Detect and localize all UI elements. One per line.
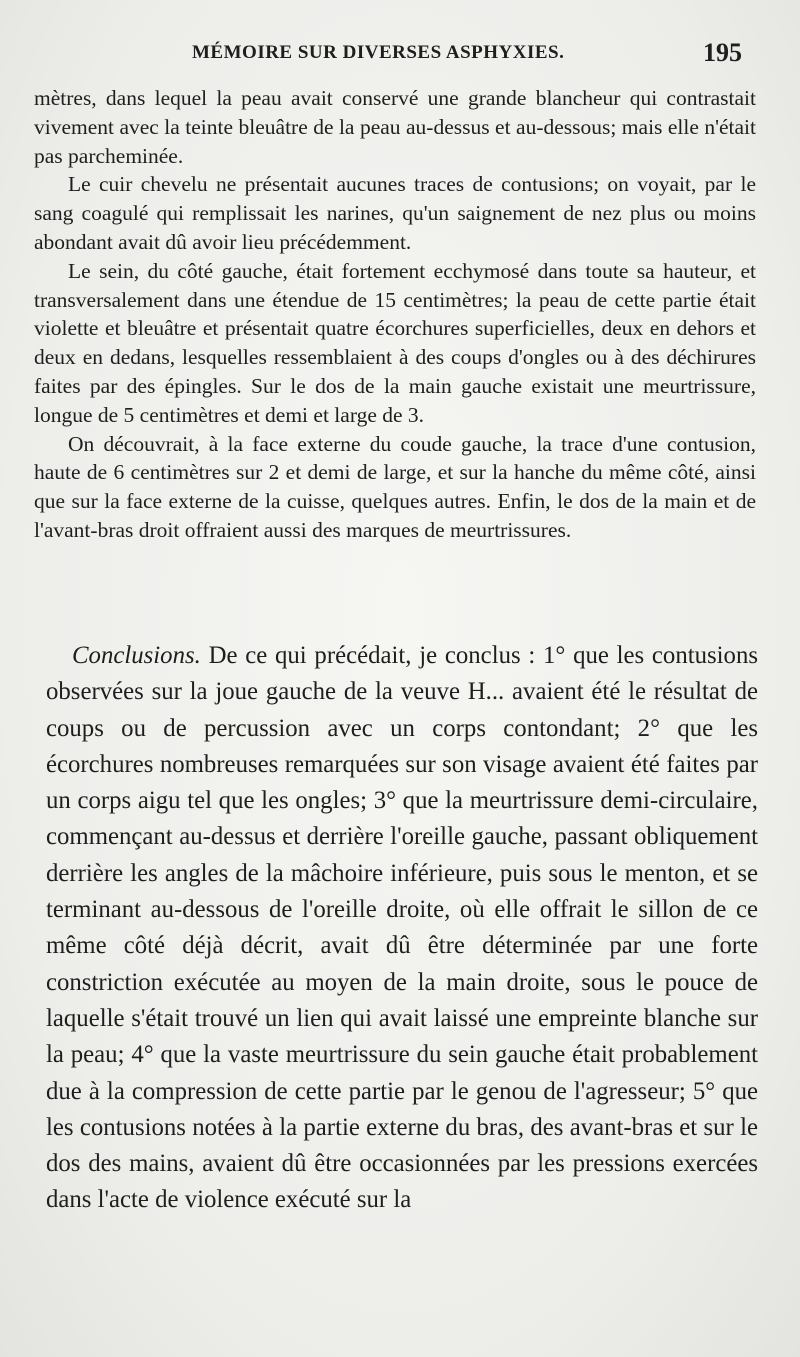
running-title: MÉMOIRE SUR DIVERSES ASPHYXIES.: [192, 42, 565, 63]
paragraph-breast: Le sein, du côté gauche, était fortement ecchymosé dans toute sa hauteur, et transversalement dans une étendue de 15 centimètres; la peau de cette partie était violette et bleuâtre et présentait quatre écorchures superficielles, deux en dehors et deux en dedans, lesquelles ressemblaient à des coups d'ongles ou à des déchirures faites par des épingles. Sur le dos de la main gauche existait une meurtrissure, longue de 5 centimètres et demi et large de 3.: [34, 258, 756, 427]
conclusions-paragraph: [46, 638, 758, 1219]
paragraph-scalp: Le cuir chevelu ne présentait aucunes traces de contusions; on voyait, par le sang coagulé qui remplissait les narines, qu'un saignement de nez plus ou moins abondant avait dû avoir lieu précédemment.: [34, 172, 756, 254]
conclusions-label: Conclusions.: [72, 642, 201, 669]
conclusions-section: [46, 638, 758, 1219]
conclusions-text: De ce qui précédait, je conclus : 1° que les contusions observées sur la joue gauche de la veuve H... avaient été le résultat de coups ou de percussion avec un corps contondant; 2° que les écorchures nombreuses remarquées sur son visage avaient été faites par un corps aigu tel que les ongles; 3° que la meurtrissure demi-circulaire, commençant au-dessus et derrière l'oreille gauche, passant obliquement derrière les angles de la mâchoire inférieure, puis sous le menton, et se terminant au-dessous de l'oreille droite, où elle offrait le sillon de ce même côté déjà décrit, avait dû être déterminée par une forte constriction exécutée au moyen de la main droite, sous le pouce de laquelle s'était trouvé un lien qui avait laissé une empreinte blanche sur la peau; 4° que la vaste meurtrissure du sein gauche était probablement due à la compression de cette partie par le genou de l'agresseur; 5° que les contusions notées à la partie externe du bras, des avant-bras et sur le dos des mains, avaient dû être occasionnées par les pressions exercées dans l'acte de violence exécuté sur la: [46, 642, 758, 1214]
page-header: [0, 38, 800, 72]
paragraph-elbow: On découvrait, à la face externe du coude gauche, la trace d'une contusion, haute de 6 centimètres sur 2 et demi de large, et sur la hanche du même côté, ainsi que sur la face externe de la cuisse, quelques autres. Enfin, le dos de la main et de l'avant-bras droit offraient aussi des marques de meurtrissures.: [34, 431, 756, 542]
body-text-small: [34, 84, 756, 545]
paragraph-continuation: mètres, dans lequel la peau avait conservé une grande blancheur qui contrastait vivement avec la teinte bleuâtre de la peau au-dessus et au-dessous; mais elle n'était pas parcheminée.: [34, 86, 756, 168]
page-number: 195: [703, 38, 742, 67]
